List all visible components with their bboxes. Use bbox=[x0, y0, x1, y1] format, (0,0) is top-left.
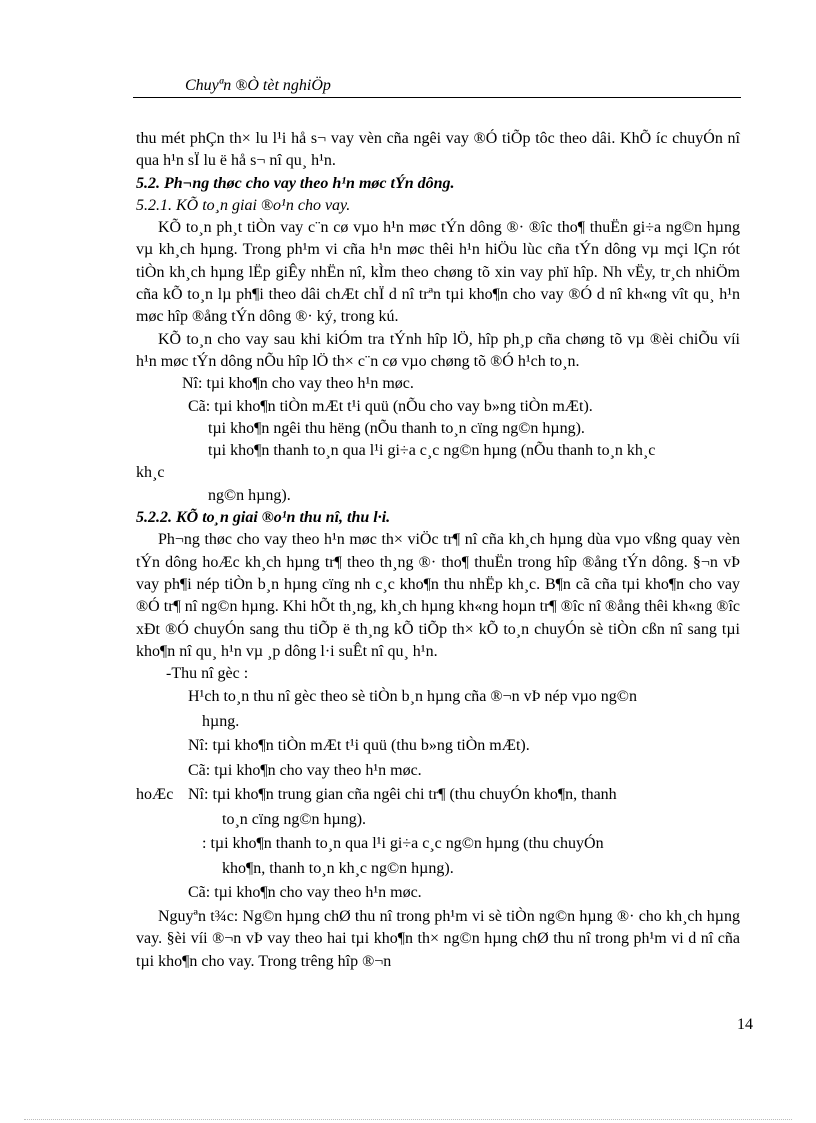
document-body bbox=[136, 128, 740, 973]
entry-line: hµng. bbox=[202, 712, 240, 730]
paragraph: KÕ to¸n cho vay sau khi kiÓm tra tÝnh hîp lÖ, hîp ph¸p cña chøng tõ vµ ®èi chiÕu víi h¹n møc tÝn dông nÕu hîp lÖ th× c¨n cø vµo chøng tõ ®Ó h¹ch to¸n. bbox=[136, 330, 740, 370]
entry-line bbox=[136, 783, 740, 808]
entry-line: : tµi kho¶n thanh to¸n qua l¹i gi÷a c¸c ng©n hµng (thu chuyÓn bbox=[202, 835, 604, 853]
subsection-heading: 5.2.1. KÕ to¸n giai ®o¹n cho vay. bbox=[136, 196, 351, 214]
entry-line: Nî: tµi kho¶n cho vay theo h¹n møc. bbox=[182, 375, 414, 393]
page-number: 14 bbox=[737, 1016, 753, 1033]
paragraph: Nguyªn t¾c: Ng©n hµng chØ thu nî trong ph¹m vi sè tiÒn ng©n hµng ®· cho kh¸ch hµng vay. §èi víi ®¬n vÞ vay theo hai tµi kho¶n th× ng©n hµng chØ thu nî trong ph¹m vi d nî cña tµi kho¶n cho vay. Trong trêng hîp ®¬n bbox=[136, 907, 740, 970]
entry-line: to¸n cïng ng©n hµng). bbox=[222, 810, 367, 828]
document-header-title: Chuyªn ®Ò tèt nghiÖp bbox=[185, 77, 331, 94]
paragraph: Ph¬ng thøc cho vay theo h¹n møc th× viÖc tr¶ nî cña kh¸ch hµng dùa vµo vßng quay vèn tÝn dông hoÆc kh¸ch hµng tr¶ theo th¸ng ®· tho¶ thuËn trong hîp ®ång tÝn dông. §¬n vÞ vay ph¶i nép tiÒn b¸n hµng cïng nh c¸c kho¶n thu nhËp kh¸c. B¶n cã cña tµi kho¶n cho vay ®Ó tr¶ nî ng©n hµng. Khi hÕt th¸ng, kh¸ch hµng kh«ng hoµn tr¶ ®îc nî ®ång thêi kh«ng ®îc xÐt ®Ó chuyÓn sang thu tiÕp ë th¸ng kÕ tiÕp th× kÕ to¸n chuyÓn sè tiÒn cßn nî sang tµi kho¶n nî qu¸ h¹n vµ ¸p dông l·i suÊt nî qu¸ h¹n. bbox=[136, 531, 740, 660]
entry-line: ng©n hµng). bbox=[208, 486, 291, 504]
entry-line: Nî: tµi kho¶n tiÒn mÆt t¹i quü (thu b»ng tiÒn mÆt). bbox=[188, 737, 530, 755]
entry-line: kho¶n, thanh to¸n kh¸c ng©n hµng). bbox=[222, 859, 454, 877]
header-divider bbox=[133, 97, 741, 98]
entry-line: tµi kho¶n thanh to¸n qua l¹i gi÷a c¸c ng©n hµng (nÕu thanh to¸n kh¸c bbox=[208, 442, 656, 460]
entry-line: kh¸c bbox=[136, 464, 165, 482]
entry-line: Cã: tµi kho¶n tiÒn mÆt t¹i quü (nÕu cho vay b»ng tiÒn mÆt). bbox=[188, 397, 593, 415]
list-label: -Thu nî gèc : bbox=[166, 665, 249, 683]
page-edge-line bbox=[24, 1119, 792, 1120]
section-heading: 5.2. Ph¬ng thøc cho vay theo h¹n møc tÝn dông. bbox=[136, 174, 455, 192]
entry-text: Nî: tµi kho¶n trung gian cña ngêi chi tr¶ (thu chuyÓn kho¶n, thanh bbox=[188, 786, 617, 804]
subsection-heading: 5.2.2. KÕ to¸n giai ®o¹n thu nî, thu l·i. bbox=[136, 509, 391, 527]
entry-line: tµi kho¶n ngêi thu hëng (nÕu thanh to¸n cïng ng©n hµng). bbox=[208, 419, 585, 437]
or-label: hoÆc bbox=[136, 786, 174, 804]
entry-line: H¹ch to¸n thu nî gèc theo sè tiÒn b¸n hµng cña ®¬n vÞ nép vµo ng©n bbox=[188, 688, 637, 706]
entry-line: Cã: tµi kho¶n cho vay theo h¹n møc. bbox=[188, 884, 422, 902]
entry-line: Cã: tµi kho¶n cho vay theo h¹n møc. bbox=[188, 761, 422, 779]
paragraph: thu mét phÇn th× lu l¹i hå s¬ vay vèn cña ngêi vay ®Ó tiÕp tôc theo dâi. KhÕ íc chuyÓn nî qua h¹n sÏ lu ë hå s¬ nî qu¸ h¹n. bbox=[136, 130, 740, 170]
paragraph: KÕ to¸n ph¸t tiÒn vay c¨n cø vµo h¹n møc tÝn dông ®· ®îc tho¶ thuËn gi÷a ng©n hµng vµ kh¸ch hµng. Trong ph¹m vi cña h¹n møc thêi h¹n hiÖu lùc cña tÝn dông vµ mçi lÇn rót tiÒn kh¸ch hµng lËp giÊy nhËn nî, kÌm theo chøng tõ xin vay phï hîp. Nh vËy, tr¸ch nhiÖm cña kÕ to¸n lµ ph¶i theo dâi chÆt chÏ d nî trªn tµi kho¶n cho vay ®Ó d nî kh«ng vît qu¸ h¹n møc hîp ®ång tÝn dông ®· ký, trong kú. bbox=[136, 219, 740, 326]
